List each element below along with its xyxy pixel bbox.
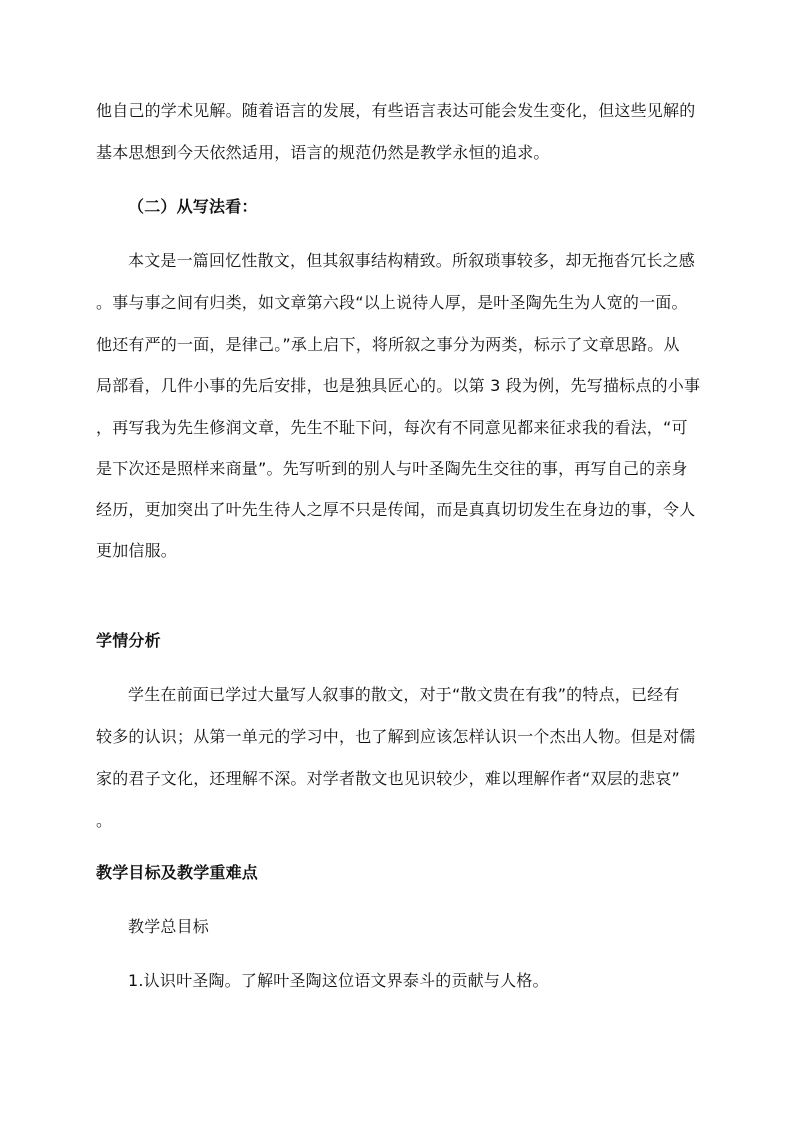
section-heading-analysis: 学情分析: [96, 631, 161, 650]
paragraph-line: 学生在前面已学过大量写人叙事的散文，对于“散文贵在有我”的特点，已经有: [128, 685, 680, 704]
paragraph-line: 经历，更加突出了叶先生待人之厚不只是传闻，而是真真切切发生在身边的事，令人: [96, 500, 696, 519]
paragraph-line: 。事与事之间有归类，如文章第六段“以上说待人厚，是叶圣陶先生为人宽的一面。: [96, 293, 688, 312]
goal-item-1: 1.认识叶圣陶。了解叶圣陶这位语文界泰斗的贡献与人格。: [128, 971, 549, 990]
paragraph-line: ，再写我为先生修润文章，先生不耻下问，每次有不同意见都来征求我的看法，“可: [96, 418, 688, 437]
paragraph-line: 是下次还是照样来商量”。先写听到的别人与叶圣陶先生交往的事，再写自己的亲身: [96, 459, 688, 478]
subheading-goals: 教学总目标: [128, 917, 210, 936]
paragraph-line: 本文是一篇回忆性散文，但其叙事结构精致。所叙琐事较多，却无拖沓冗长之感: [128, 251, 696, 270]
paragraph-line: 更加信服。: [96, 541, 178, 560]
section-heading-goals: 教学目标及教学重难点: [96, 863, 259, 882]
paragraph-line: 他还有严的一面，是律己。”承上启下，将所叙之事分为两类，标示了文章思路。从: [96, 335, 680, 354]
paragraph-line: 家的君子文化，还理解不深。对学者散文也见识较少，难以理解作者“双层的悲哀”: [96, 769, 680, 788]
paragraph-line: 。: [96, 811, 113, 830]
paragraph-line: 局部看，几件小事的先后安排，也是独具匠心的。以第 3 段为例，先写描标点的小事: [96, 376, 701, 395]
paragraph-line: 他自己的学术见解。随着语言的发展，有些语言表达可能会发生变化，但这些见解的: [96, 101, 696, 120]
paragraph-line: 基本思想到今天依然适用，语言的规范仍然是教学永恒的追求。: [96, 143, 550, 162]
section-heading-writing: （二）从写法看：: [128, 197, 258, 216]
paragraph-line: 较多的认识；从第一单元的学习中，也了解到应该怎样认识一个杰出人物。但是对儒: [96, 727, 696, 746]
